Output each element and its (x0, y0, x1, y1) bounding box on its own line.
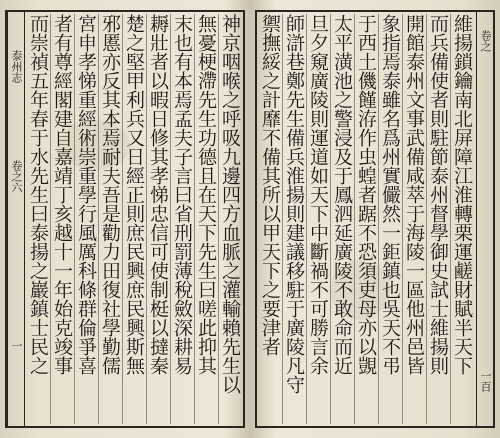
text-column: 太平潢池之警浸及于鳳泗延廣陵不敢命而近 (330, 14, 354, 424)
text-column: 象指焉泰雖名爲州實儼然一鉅鎮也吳天不弔 (378, 14, 402, 424)
text-column: 神京咽喉之呼吸九邊四方血脈之灌輸賴先生以 (218, 14, 242, 424)
book-title: 泰州志 (10, 50, 23, 83)
volume-label: 卷之 (479, 30, 492, 52)
text-column: 宮申孝悌重經術崇重學行風厲科條群倫爭喜 (74, 14, 98, 424)
left-page-margin (7, 10, 25, 428)
text-column: 無憂梗滯先生功德且在天下先生曰嗟此抑其 (194, 14, 218, 424)
text-column: 者有尊經閣建自嘉靖丁亥越十一年始克竣事 (50, 14, 74, 424)
text-column: 楚之堅甲利兵又日經正則庶民興庶民興斯無 (122, 14, 146, 424)
text-column: 禦撫綏之計靡不備其所以甲天下之要津者 (259, 14, 281, 356)
text-column: 開館泰州文事武備咸萃于海陵一區他州邑皆 (402, 14, 426, 424)
left-page-text (26, 14, 242, 424)
page-number: 一百 (479, 370, 492, 392)
text-column: 師滸巷鄭先生備兵淮揚則建議移駐于廣陵凡守 (282, 14, 306, 424)
text-column: 而兵備使者則駐節泰州督學御史試士維揚則 (426, 14, 450, 424)
right-page-text (258, 14, 474, 424)
text-column: 耨壯者以暇日修其孝悌忠信可使制梃以撻秦 (146, 14, 170, 424)
text-column: 邪慝亦反其本焉耐夫吾是勸力田復社學勤儒 (98, 14, 122, 424)
text-column: 而崇禎五年春于水先生曰泰揚之巖鎮士民之 (27, 14, 49, 375)
volume-label: 卷之六 (10, 160, 23, 193)
text-column: 維揚鎖鑰南北屏障江淮轉栗運鹺財賦半天下 (450, 14, 474, 424)
page-number: 一 (10, 340, 23, 351)
text-column: 旦夕窺廣陵則運道如天下中斷禍不可勝言余 (306, 14, 330, 424)
text-column: 于西土僟饉洊作虫蝗者踞不恐須吏母亦以覬 (354, 14, 378, 424)
right-page-margin (476, 10, 494, 428)
text-column: 末也有本焉孟夫子言曰省刑罰薄稅斂深耕易 (170, 14, 194, 424)
